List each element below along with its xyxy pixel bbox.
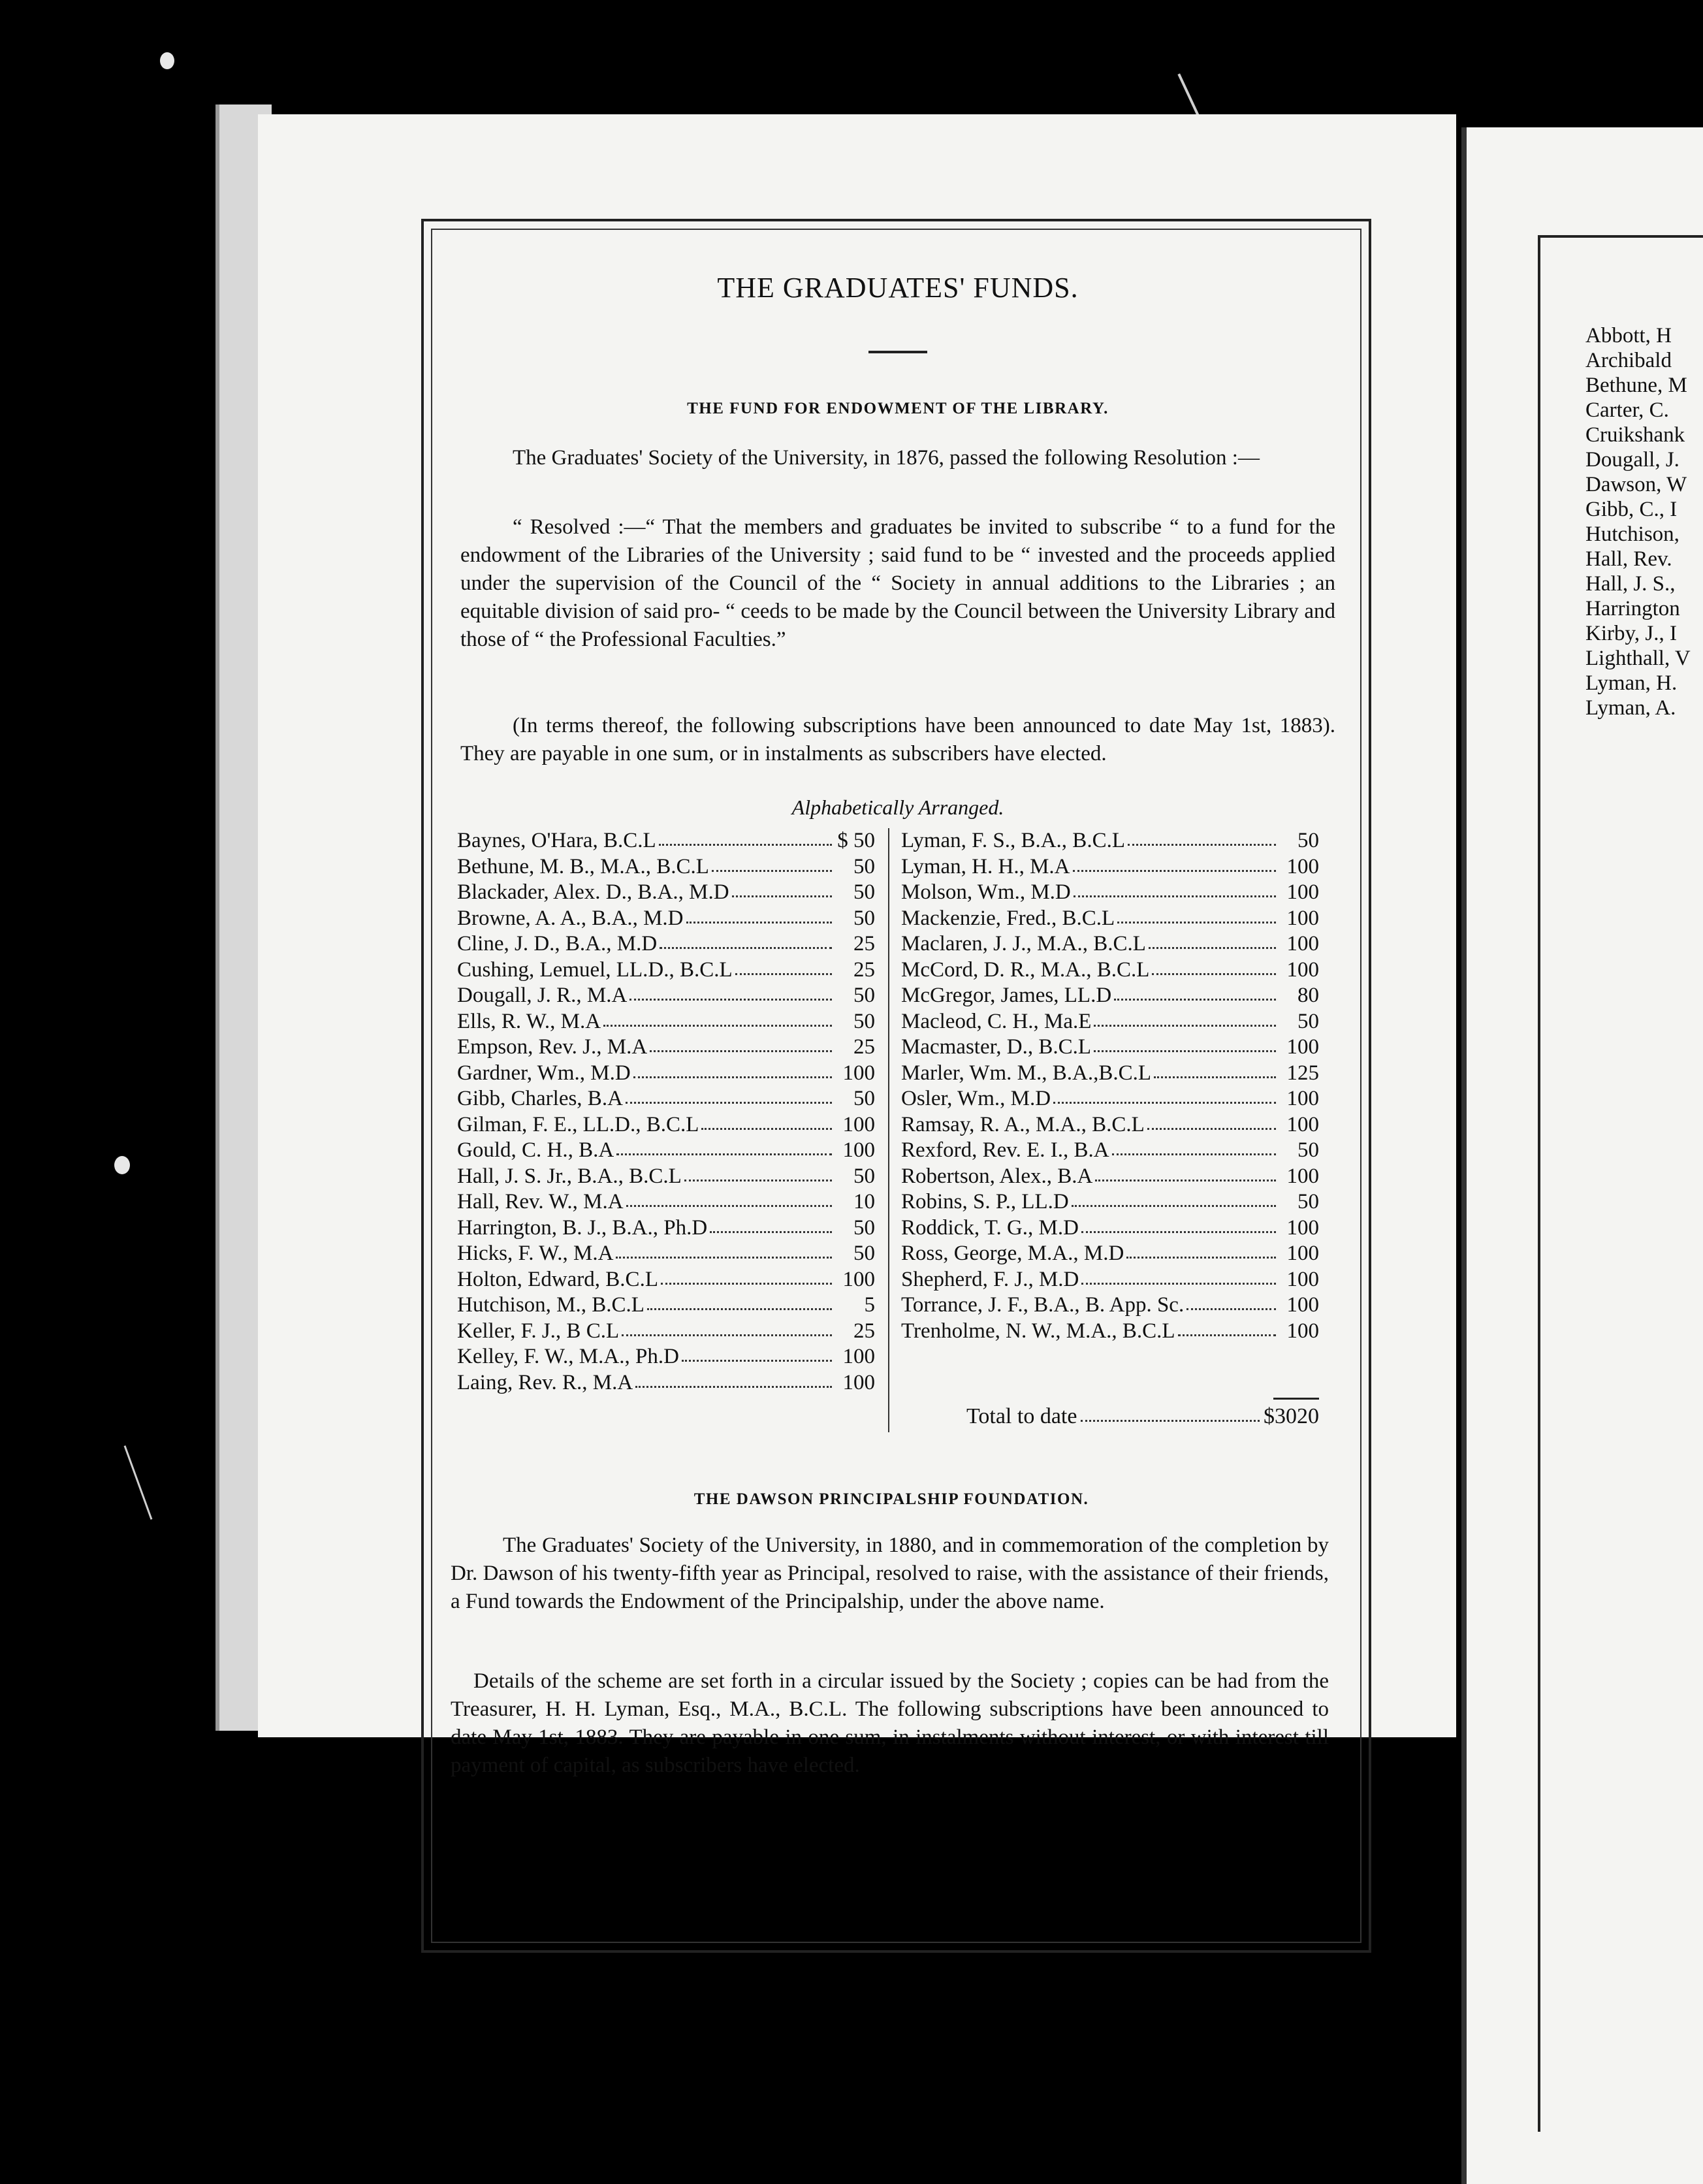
subscriber-entry bbox=[457, 1138, 875, 1164]
subscription-amount: 50 bbox=[853, 854, 875, 878]
leader-dots bbox=[1154, 1061, 1276, 1078]
subscriber-entry bbox=[457, 1164, 875, 1190]
leader-dots bbox=[686, 906, 832, 923]
dawson-para-1-text: The Graduates' Society of the University, in 1880, and in commemoration of the completion by Dr. Dawson of his twenty-fifth year as Principal, resolved to raise, with the assistance of their friends, a Fund towards the Endowment of the Principalship, under the above name. bbox=[451, 1534, 1329, 1613]
subscriber-entry bbox=[457, 1086, 875, 1112]
subscriber-entry bbox=[901, 906, 1319, 932]
library-fund-resolution bbox=[460, 513, 1335, 654]
subscription-amount: 10 bbox=[853, 1190, 875, 1213]
subscriber-entry bbox=[457, 1319, 875, 1345]
leader-dots bbox=[626, 1189, 832, 1207]
facing-name: Harrington bbox=[1585, 597, 1680, 620]
subscription-amount: 100 bbox=[1286, 1164, 1319, 1188]
scan-mark bbox=[124, 1445, 153, 1520]
subscriber-name: Roddick, T. G., M.D bbox=[901, 1215, 1079, 1240]
subscriber-entry bbox=[901, 931, 1319, 957]
leader-dots bbox=[616, 1138, 832, 1155]
subscription-amount: 50 bbox=[1297, 829, 1319, 852]
subscription-amount: 100 bbox=[1286, 1215, 1319, 1240]
facing-name: Gibb, C., I bbox=[1585, 498, 1678, 521]
subscriber-entry bbox=[457, 983, 875, 1009]
subscriber-name: Robertson, Alex., B.A bbox=[901, 1164, 1093, 1188]
subscriber-entry bbox=[457, 1189, 875, 1215]
subscriber-entry bbox=[901, 1189, 1319, 1215]
dawson-para-1 bbox=[451, 1532, 1329, 1616]
subscriber-entry bbox=[457, 1215, 875, 1242]
facing-name: Dougall, J. bbox=[1585, 448, 1679, 472]
subscription-amount: 25 bbox=[853, 1035, 875, 1059]
leader-dots bbox=[1074, 880, 1276, 897]
subscription-amount: 100 bbox=[842, 1345, 875, 1368]
subscription-amount: 100 bbox=[1286, 1267, 1319, 1291]
dawson-fund-heading: THE DAWSON PRINCIPALSHIP FOUNDATION. bbox=[693, 1490, 1089, 1508]
leader-dots bbox=[622, 1319, 832, 1336]
subscription-amount: 100 bbox=[1286, 932, 1319, 956]
leader-dots bbox=[1126, 1241, 1276, 1259]
dawson-para-2-text: Details of the scheme are set forth in a circular issued by the Society ; copies can be had from the Treasurer, H. H. Lyman, Esq., M.A., B.C.L. The following subscriptions have been announced to date May 1st, 1883. They are payable in one sum, in instalments without interest, or with interest till payment of capital, as subscribers have elected. bbox=[451, 1669, 1329, 1777]
leader-dots bbox=[647, 1293, 832, 1310]
leader-dots bbox=[710, 1215, 832, 1233]
subscription-amount: 100 bbox=[1286, 906, 1319, 930]
total-amount: $3020 bbox=[1264, 1404, 1319, 1428]
terms-text: (In terms thereof, the following subscriptions have been announced to date May 1st, 1883). They are payable in one sum, or in instalments as subscribers have elected. bbox=[460, 714, 1335, 765]
subscriber-entry bbox=[901, 1267, 1319, 1293]
leader-dots bbox=[701, 1112, 832, 1130]
resolution-text: “ Resolved :—“ That the members and graduates be invited to subscribe “ to a fund for the endowment of the Libraries of the University ; said fund to be “ invested and the proceeds applied under the supervision of the Council of the “ Society in annual additions to the Libraries ; an equitable division of said pro- “ ceeds to be made by the Council between the University Library and those of “ the Professional Faculties.” bbox=[460, 515, 1335, 651]
subscription-amount: 50 bbox=[1297, 1190, 1319, 1213]
leader-dots bbox=[1128, 828, 1276, 846]
subscription-amount: 100 bbox=[1286, 854, 1319, 878]
leader-dots bbox=[650, 1035, 832, 1052]
subscriber-entry bbox=[901, 880, 1319, 906]
leader-dots bbox=[660, 931, 832, 949]
subscriber-name: Hall, J. S. Jr., B.A., B.C.L bbox=[457, 1164, 682, 1188]
subscriber-name: Lyman, H. H., M.A bbox=[901, 854, 1070, 878]
subscription-amount: 100 bbox=[1286, 1035, 1319, 1059]
column-divider bbox=[888, 828, 889, 1432]
leader-dots bbox=[1053, 1086, 1276, 1104]
leader-dots bbox=[616, 1241, 832, 1259]
subscription-amount: 100 bbox=[1286, 1293, 1319, 1317]
subscriber-entry bbox=[901, 854, 1319, 880]
subscription-amount: 100 bbox=[1286, 880, 1319, 904]
subscriber-name: Gilman, F. E., LL.D., B.C.L bbox=[457, 1112, 699, 1136]
facing-name: Hall, J. S., bbox=[1585, 572, 1676, 596]
subscriber-name: Macmaster, D., B.C.L bbox=[901, 1035, 1092, 1059]
leader-dots bbox=[1114, 983, 1276, 1001]
subscriber-name: Ramsay, R. A., M.A., B.C.L bbox=[901, 1112, 1145, 1136]
total-line bbox=[966, 1404, 1319, 1429]
facing-name: Dawson, W bbox=[1585, 473, 1687, 496]
leader-dots bbox=[633, 1061, 832, 1078]
subscriber-entry bbox=[457, 906, 875, 932]
leader-dots bbox=[661, 1267, 832, 1285]
leader-dots bbox=[1094, 1035, 1276, 1052]
subscriber-name: Torrance, J. F., B.A., B. App. Sc. bbox=[901, 1293, 1185, 1317]
facing-name: Lighthall, V bbox=[1585, 647, 1691, 670]
facing-name: Abbott, H bbox=[1585, 324, 1672, 347]
leader-dots bbox=[1081, 1215, 1276, 1233]
subscriber-entry bbox=[901, 1138, 1319, 1164]
subscriber-name: Hall, Rev. W., M.A bbox=[457, 1190, 624, 1213]
subscription-amount: 100 bbox=[842, 1138, 875, 1162]
subscription-amount: 100 bbox=[1286, 957, 1319, 982]
subscriber-name: Rexford, Rev. E. I., B.A bbox=[901, 1138, 1109, 1162]
facing-name: Kirby, J., I bbox=[1585, 622, 1677, 645]
subscription-amount: 100 bbox=[842, 1370, 875, 1394]
subscription-amount: 50 bbox=[1297, 1009, 1319, 1033]
subscription-amount: 50 bbox=[853, 880, 875, 904]
leader-dots bbox=[712, 854, 832, 872]
subscriber-name: Lyman, F. S., B.A., B.C.L bbox=[901, 829, 1125, 852]
leader-dots bbox=[1072, 1189, 1276, 1207]
subscriber-name: Kelley, F. W., M.A., Ph.D bbox=[457, 1345, 679, 1368]
subscriber-entry bbox=[901, 1215, 1319, 1242]
subscriber-entry bbox=[457, 1293, 875, 1319]
subscription-amount: 50 bbox=[853, 1087, 875, 1110]
subscriber-name: Maclaren, J. J., M.A., B.C.L bbox=[901, 932, 1146, 956]
subscription-amount: 25 bbox=[853, 1319, 875, 1343]
subscriber-entry bbox=[457, 957, 875, 984]
subscriber-name: Hicks, F. W., M.A bbox=[457, 1242, 614, 1265]
subscription-amount: 50 bbox=[1297, 1138, 1319, 1162]
leader-dots bbox=[1081, 1404, 1260, 1422]
facing-name: Lyman, A. bbox=[1585, 696, 1676, 720]
subscriber-entry bbox=[457, 1344, 875, 1370]
leader-dots bbox=[1112, 1138, 1276, 1155]
subscriber-name: Empson, Rev. J., M.A bbox=[457, 1035, 648, 1059]
subscription-amount: 50 bbox=[853, 1164, 875, 1188]
leader-dots bbox=[732, 880, 832, 897]
leader-dots bbox=[1081, 1267, 1276, 1285]
facing-name: Cruikshank bbox=[1585, 423, 1685, 447]
subscriber-name: Baynes, O'Hara, B.C.L bbox=[457, 829, 656, 852]
leader-dots bbox=[626, 1086, 832, 1104]
leader-dots bbox=[659, 828, 832, 846]
subscriber-name: McGregor, James, LL.D bbox=[901, 984, 1112, 1007]
subscriber-entry bbox=[901, 1035, 1319, 1061]
subscriber-name: Cline, J. D., B.A., M.D bbox=[457, 932, 658, 956]
subscription-amount: $ 50 bbox=[837, 829, 875, 852]
subscriber-name: Macleod, C. H., Ma.E bbox=[901, 1009, 1092, 1033]
facing-name: Archibald bbox=[1585, 349, 1672, 372]
scan-mark bbox=[1177, 73, 1199, 116]
subscriber-name: Gardner, Wm., M.D bbox=[457, 1061, 631, 1085]
subscriber-name: Cushing, Lemuel, LL.D., B.C.L bbox=[457, 957, 733, 982]
scan-speck bbox=[114, 1156, 130, 1174]
subscriber-entry bbox=[901, 957, 1319, 984]
subscriber-name: Keller, F. J., B C.L bbox=[457, 1319, 620, 1343]
subscriber-name: Mackenzie, Fred., B.C.L bbox=[901, 906, 1115, 930]
subscriber-entry bbox=[457, 1035, 875, 1061]
subscribers-left-column bbox=[457, 828, 875, 1396]
page-title: THE GRADUATES' FUNDS. bbox=[717, 272, 1079, 304]
subscriber-entry bbox=[457, 880, 875, 906]
subscription-amount: 100 bbox=[842, 1112, 875, 1136]
list-subheading: Alphabetically Arranged. bbox=[791, 795, 1004, 819]
leader-dots bbox=[1094, 1009, 1276, 1027]
subscriber-name: Trenholme, N. W., M.A., B.C.L bbox=[901, 1319, 1175, 1343]
subscriber-entry bbox=[901, 983, 1319, 1009]
subscription-amount: 50 bbox=[853, 906, 875, 930]
subscriber-name: Blackader, Alex. D., B.A., M.D bbox=[457, 880, 729, 904]
leader-dots bbox=[1152, 957, 1276, 975]
leader-dots bbox=[1095, 1164, 1276, 1181]
subscriber-name: Dougall, J. R., M.A bbox=[457, 984, 628, 1007]
intro-text: The Graduates' Society of the University, in 1876, passed the following Resolution :— bbox=[513, 446, 1260, 470]
title-rule bbox=[868, 351, 927, 353]
subscriber-name: Ells, R. W., M.A bbox=[457, 1009, 601, 1033]
subscriber-entry bbox=[457, 931, 875, 957]
subscriber-entry bbox=[457, 854, 875, 880]
total-rule bbox=[1273, 1398, 1319, 1400]
dawson-para-2 bbox=[451, 1667, 1329, 1780]
subscriber-name: Hutchison, M., B.C.L bbox=[457, 1293, 645, 1317]
subscription-amount: 50 bbox=[853, 1242, 875, 1265]
subscription-amount: 50 bbox=[853, 984, 875, 1007]
subscriber-name: Browne, A. A., B.A., M.D bbox=[457, 906, 684, 930]
leader-dots bbox=[1186, 1293, 1276, 1310]
subscriber-name: Robins, S. P., LL.D bbox=[901, 1190, 1069, 1213]
library-fund-intro bbox=[460, 444, 1335, 472]
subscriber-entry bbox=[457, 1267, 875, 1293]
leader-dots bbox=[1117, 906, 1276, 923]
subscriber-entry bbox=[901, 1061, 1319, 1087]
subscription-amount: 5 bbox=[864, 1293, 875, 1317]
subscriber-name: Gould, C. H., B.A bbox=[457, 1138, 614, 1162]
subscription-amount: 100 bbox=[842, 1061, 875, 1085]
facing-page-name-list bbox=[1585, 323, 1703, 720]
subscriber-entry bbox=[901, 1241, 1319, 1267]
subscriber-entry bbox=[457, 1009, 875, 1035]
subscription-amount: 50 bbox=[853, 1009, 875, 1033]
library-fund-terms bbox=[460, 712, 1335, 768]
subscription-amount: 25 bbox=[853, 957, 875, 982]
leader-dots bbox=[684, 1164, 832, 1181]
subscription-amount: 80 bbox=[1297, 984, 1319, 1007]
subscriber-entry bbox=[901, 1164, 1319, 1190]
subscriber-name: Shepherd, F. J., M.D bbox=[901, 1267, 1079, 1291]
subscriber-name: Laing, Rev. R., M.A bbox=[457, 1370, 633, 1394]
subscribers-right-column bbox=[901, 828, 1319, 1344]
facing-name: Lyman, H. bbox=[1585, 671, 1678, 695]
subscriber-name: Molson, Wm., M.D bbox=[901, 880, 1071, 904]
subscriber-entry bbox=[901, 1293, 1319, 1319]
leader-dots bbox=[1073, 854, 1277, 872]
leader-dots bbox=[1178, 1319, 1276, 1336]
subscriber-entry bbox=[457, 828, 875, 854]
total-label: Total to date bbox=[966, 1404, 1077, 1428]
leader-dots bbox=[1149, 931, 1276, 949]
subscriber-name: Gibb, Charles, B.A bbox=[457, 1087, 623, 1110]
library-fund-heading: THE FUND FOR ENDOWMENT OF THE LIBRARY. bbox=[687, 400, 1109, 417]
subscriber-entry bbox=[457, 1370, 875, 1396]
subscriber-name: Osler, Wm., M.D bbox=[901, 1087, 1051, 1110]
subscription-amount: 100 bbox=[1286, 1319, 1319, 1343]
subscription-amount: 25 bbox=[853, 932, 875, 956]
subscription-amount: 125 bbox=[1286, 1061, 1319, 1085]
subscriber-name: Marler, Wm. M., B.A.,B.C.L bbox=[901, 1061, 1152, 1085]
subscriber-name: Ross, George, M.A., M.D bbox=[901, 1242, 1124, 1265]
subscription-amount: 100 bbox=[1286, 1242, 1319, 1265]
leader-dots bbox=[682, 1344, 832, 1362]
subscription-amount: 100 bbox=[1286, 1112, 1319, 1136]
subscriber-entry bbox=[457, 1241, 875, 1267]
leader-dots bbox=[603, 1009, 832, 1027]
subscriber-name: Holton, Edward, B.C.L bbox=[457, 1267, 658, 1291]
subscriber-entry bbox=[901, 1086, 1319, 1112]
subscriber-entry bbox=[901, 1319, 1319, 1345]
subscription-amount: 100 bbox=[842, 1267, 875, 1291]
subscriber-entry bbox=[457, 1112, 875, 1138]
facing-name: Bethune, M bbox=[1585, 374, 1687, 397]
subscriber-entry bbox=[457, 1061, 875, 1087]
facing-name: Hall, Rev. bbox=[1585, 547, 1672, 571]
subscription-amount: 50 bbox=[853, 1215, 875, 1240]
subscriber-name: McCord, D. R., M.A., B.C.L bbox=[901, 957, 1150, 982]
facing-name: Carter, C. bbox=[1585, 398, 1669, 422]
subscriber-name: Bethune, M. B., M.A., B.C.L bbox=[457, 854, 709, 878]
subscriber-entry bbox=[901, 828, 1319, 854]
scan-speck bbox=[160, 52, 174, 69]
leader-dots bbox=[635, 1370, 832, 1388]
leader-dots bbox=[735, 957, 832, 975]
subscriber-name: Harrington, B. J., B.A., Ph.D bbox=[457, 1215, 708, 1240]
subscriber-entry bbox=[901, 1009, 1319, 1035]
leader-dots bbox=[629, 983, 832, 1001]
subscriber-entry bbox=[901, 1112, 1319, 1138]
facing-name: Hutchison, bbox=[1585, 522, 1679, 546]
subscription-amount: 100 bbox=[1286, 1087, 1319, 1110]
leader-dots bbox=[1147, 1112, 1276, 1130]
